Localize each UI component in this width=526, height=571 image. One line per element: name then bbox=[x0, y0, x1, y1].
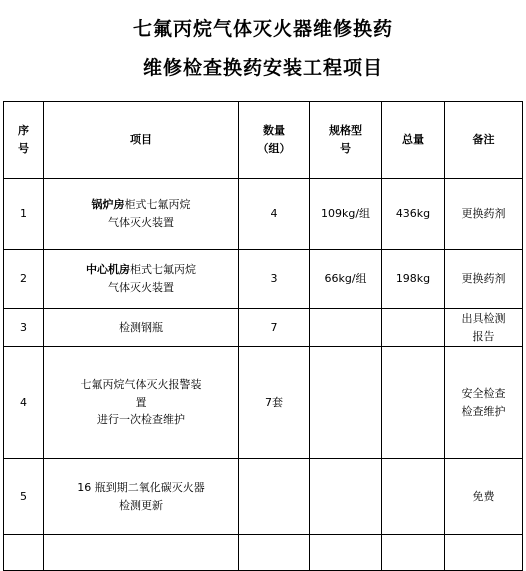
row-remark: 更换药剂 bbox=[445, 179, 523, 250]
row-total: 436kg bbox=[382, 179, 445, 250]
row-spec: 66kg/组 bbox=[310, 250, 382, 309]
row-spec: 109kg/组 bbox=[310, 179, 382, 250]
row-no: 1 bbox=[4, 179, 44, 250]
row-remark: 免费 bbox=[445, 459, 523, 535]
row-item-line1: 16 瓶到期二氧化碳灭火器 bbox=[77, 480, 205, 494]
row-spec bbox=[310, 535, 382, 571]
row-qty: 7套 bbox=[239, 347, 310, 459]
table-row-empty bbox=[4, 535, 523, 571]
row-remark bbox=[445, 347, 523, 459]
header-remark: 备注 bbox=[445, 102, 523, 179]
row-item-location: 中心机房 bbox=[86, 263, 130, 277]
row-total bbox=[382, 459, 445, 535]
table-row bbox=[4, 309, 523, 347]
row-no: 4 bbox=[4, 347, 44, 459]
row-spec bbox=[310, 459, 382, 535]
row-remark: 更换药剂 bbox=[445, 250, 523, 309]
row-item bbox=[44, 250, 239, 309]
row-remark-line1: 安全检查 bbox=[461, 386, 506, 400]
header-no-line2: 号 bbox=[18, 142, 29, 155]
row-remark-line2: 检查维护 bbox=[461, 404, 506, 418]
row-qty: 7 bbox=[239, 309, 310, 347]
header-no-line1: 序 bbox=[18, 124, 29, 138]
header-spec-line2: 号 bbox=[340, 142, 351, 155]
row-item bbox=[44, 347, 239, 459]
row-remark-line2: 报告 bbox=[472, 329, 495, 343]
row-item-type: 柜式七氟丙烷 bbox=[130, 263, 196, 277]
table-header-row bbox=[4, 102, 523, 179]
header-qty-line2: （组） bbox=[257, 142, 291, 155]
row-remark bbox=[445, 535, 523, 571]
row-item-line2: 置 bbox=[135, 395, 147, 409]
row-qty: 3 bbox=[239, 250, 310, 309]
row-total bbox=[382, 309, 445, 347]
row-remark-line1: 出具检测 bbox=[461, 311, 506, 325]
table-row bbox=[4, 347, 523, 459]
row-total bbox=[382, 347, 445, 459]
row-no: 5 bbox=[4, 459, 44, 535]
header-qty-line1: 数量 bbox=[263, 124, 285, 138]
row-item bbox=[44, 459, 239, 535]
row-no bbox=[4, 535, 44, 571]
row-item bbox=[44, 179, 239, 250]
document-title-line1: 七氟丙烷气体灭火器维修换药 bbox=[132, 18, 393, 40]
row-total: 198kg bbox=[382, 250, 445, 309]
header-spec bbox=[310, 102, 382, 179]
row-item-line2: 气体灭火装置 bbox=[108, 216, 174, 229]
header-total: 总量 bbox=[382, 102, 445, 179]
row-qty bbox=[239, 535, 310, 571]
row-spec bbox=[310, 347, 382, 459]
row-item-type: 柜式七氟丙烷 bbox=[124, 198, 191, 212]
row-item-line2: 气体灭火装置 bbox=[108, 281, 174, 294]
row-item: 检测钢瓶 bbox=[44, 309, 239, 347]
row-no: 3 bbox=[4, 309, 44, 347]
header-qty bbox=[239, 102, 310, 179]
table-row bbox=[4, 179, 523, 250]
row-item-location: 锅炉房 bbox=[91, 198, 125, 212]
row-item bbox=[44, 535, 239, 571]
row-spec bbox=[310, 309, 382, 347]
project-table bbox=[3, 101, 523, 571]
row-remark bbox=[445, 309, 523, 347]
document-title-line2: 维修检查换药安装工程项目 bbox=[142, 57, 383, 79]
row-total bbox=[382, 535, 445, 571]
row-qty bbox=[239, 459, 310, 535]
row-item-line1: 七氟丙烷气体灭火报警装 bbox=[80, 378, 202, 392]
header-spec-line1: 规格型 bbox=[329, 124, 362, 138]
header-item: 项目 bbox=[44, 102, 239, 179]
table-row bbox=[4, 250, 523, 309]
row-item-line3: 进行一次检查维护 bbox=[97, 413, 185, 427]
table-row bbox=[4, 459, 523, 535]
row-qty: 4 bbox=[239, 179, 310, 250]
row-no: 2 bbox=[4, 250, 44, 309]
row-item-line2: 检测更新 bbox=[119, 498, 163, 512]
header-no bbox=[4, 102, 44, 179]
